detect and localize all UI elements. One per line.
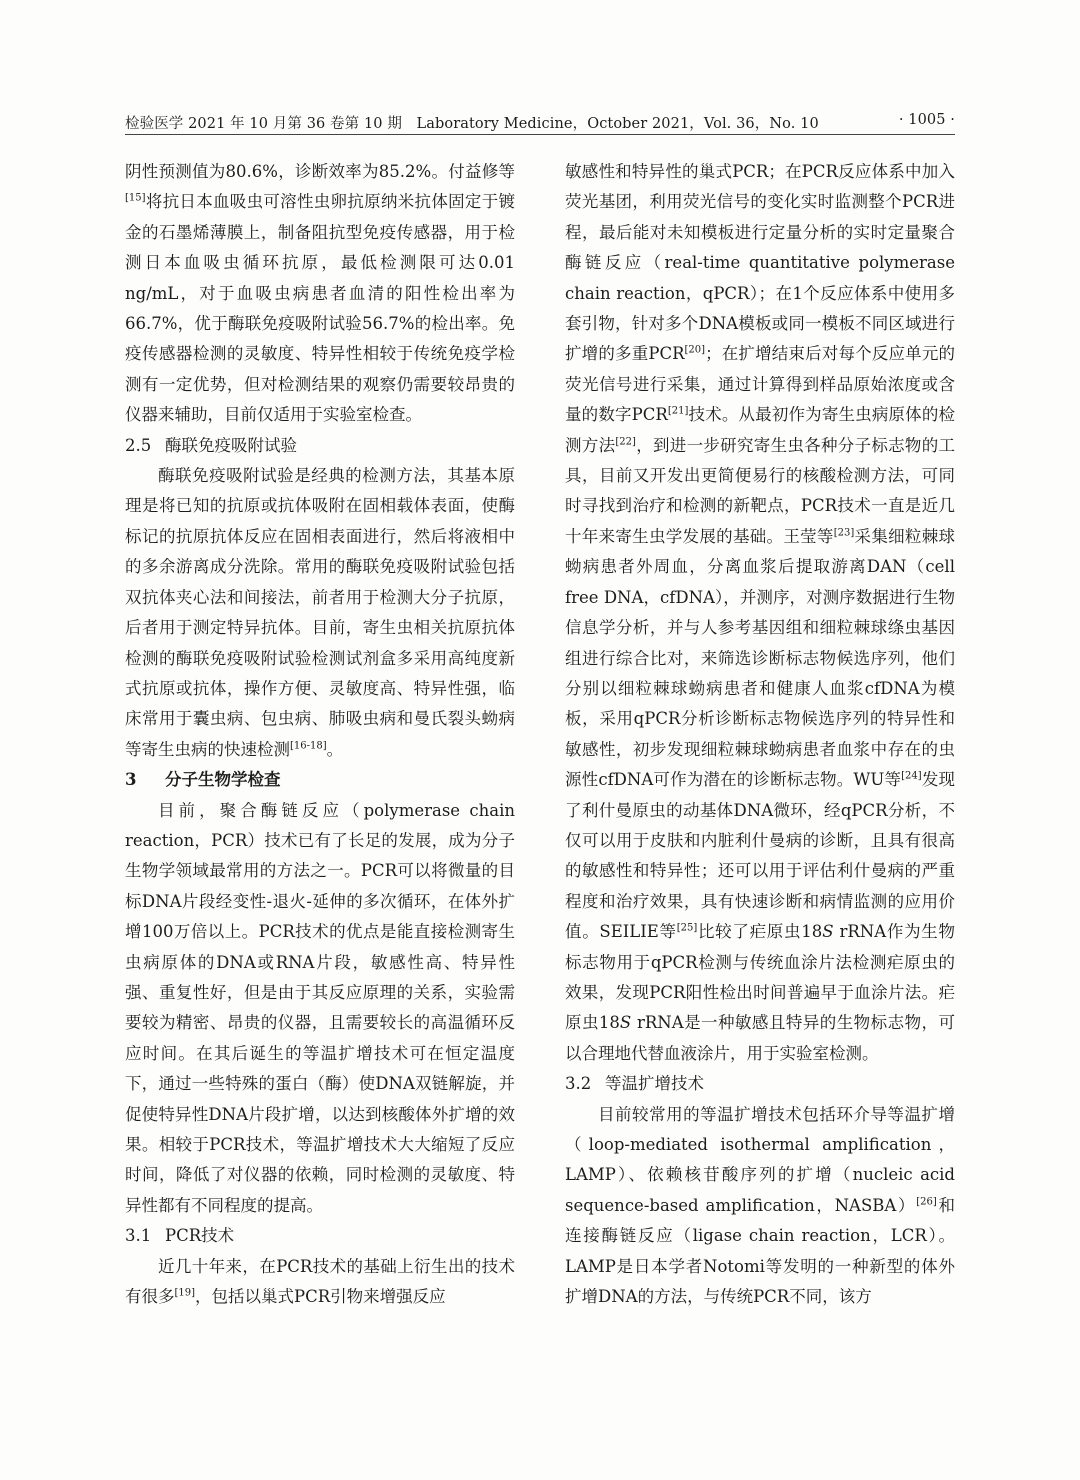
- citation: [22]: [615, 436, 636, 448]
- citation: [20]: [684, 344, 706, 356]
- paragraph-pcr-intro: 近几十年来，在PCR技术的基础上衍生出的技术有很多[19]，包括以巢式PCR引物来增强反应: [125, 1256, 515, 1307]
- section-heading-3: 3 分子生物学检查: [125, 770, 281, 790]
- paragraph-elisa: 酶联免疫吸附试验是经典的检测方法，其基本原理是将已知的抗原或抗体吸附在固相载体表面，使酶标记的抗原抗体反应在固相表面进行，然后将液相中的多余游离成分洗除。常用的酶联免疫吸附试验包括双抗体夹心法和间接法，前者用于检测大分子抗原，后者用于测定特异抗体。目前，寄生虫相关抗原抗体检测的酶联免疫吸附试验检测试剂盒多采用高纯度新式抗原或抗体，操作方便、灵敏度高、特异性强，临床常用于囊虫病、包虫病、肺吸虫病和曼氏裂头蚴病等寄生虫病的快速检测[16-18]。: [125, 466, 515, 759]
- section-heading-3-1: 3.1 PCR技术: [125, 1226, 235, 1246]
- citation: [19]: [174, 1287, 196, 1299]
- citation: [26]: [916, 1196, 937, 1208]
- section-heading-3-2: 3.2 等温扩增技术: [565, 1074, 704, 1094]
- citation: [23]: [833, 527, 855, 539]
- paragraph-molecular: 目前，聚合酶链反应（polymerase chain reaction，PCR）技术已有了长足的发展，成为分子生物学领域最常用的方法之一。PCR可以将微量的目标DNA片段经变性-退火-延伸的多次循环，在体外扩增100万倍以上。PCR技术的优点是能直接检测寄生虫病原体的DNA或RNA片段，敏感性高、特异性强、重复性好，但是由于其反应原理的关系，实验需要较为精密、昂贵的仪器，且需要较长的高温循环反应时间。在其后诞生的等温扩增技术可在恒定温度下，通过一些特殊的蛋白（酶）使DNA双链解旋，并促使特异性DNA片段扩增，以达到核酸体外扩增的效果。相较于PCR技术，等温扩增技术大大缩短了反应时间，降低了对仪器的依赖，同时检测的灵敏度、特异性都有不同程度的提高。: [125, 800, 515, 1215]
- citation: [21]: [667, 405, 689, 417]
- citation: [24]: [901, 770, 922, 782]
- journal-citation: 检验医学 2021 年 10 月第 36 卷第 10 期 Laboratory Medicine，October 2021，Vol. 36，No. 10: [125, 116, 819, 132]
- paragraph-biosensor: 阴性预测值为80.6%，诊断效率为85.2%。付益修等[15]将抗日本血吸虫可溶性虫卵抗原纳米抗体固定于镀金的石墨烯薄膜上，制备阻抗型免疫传感器，用于检测日本血吸虫循环抗原，最低检测限可达0.01 ng/mL，对于血吸虫病患者血清的阳性检出率为66.7%，优于酶联免疫吸附试验56.7%的检出率。免疫传感器检测的灵敏度、特异性相较于传统免疫学检测有一定优势，但对检测结果的观察仍需要较昂贵的仪器来辅助，目前仅适用于实验室检查。: [125, 162, 515, 425]
- citation: [16-18]: [290, 740, 327, 752]
- citation: [15]: [125, 192, 146, 204]
- paragraph-pcr-variants: 敏感性和特异性的巢式PCR；在PCR反应体系中加入荧光基团，利用荧光信号的变化实时监测整个PCR进程，最后能对未知模板进行定量分析的实时定量聚合酶链反应（real-time quantitative polymerase chain reaction，qPCR）；在1个反应体系中使用多套引物，针对多个DNA模板或同一模板不同区域进行扩增的多重PCR[20]；在扩增结束后对每个反应单元的荧光信号进行采集，通过计算得到样品原始浓度或含量的数字PCR[21]技术。从最初作为寄生虫病原体的检测方法[22]，到进一步研究寄生虫各种分子标志物的工具，目前又开发出更简便易行的核酸检测方法，可同时寻找到治疗和检测的新靶点，PCR技术一直是近几十年来寄生虫学发展的基础。王莹等[23]采集细粒棘球蚴病患者外周血，分离血浆后提取游离DAN（cell free DNA，cfDNA），并测序，对测序数据进行生物信息学分析，并与人参考基因组和细粒棘球绦虫基因组进行综合比对，来筛选诊断标志物候选序列，他们分别以细粒棘球蚴病患者和健康人血浆cfDNA为模板，采用qPCR分析诊断标志物候选序列的特异性和敏感性，初步发现细粒棘球蚴病患者血浆中存在的虫源性cfDNA可作为潜在的诊断标志物。WU等[24]发现了利什曼原虫的动基体DNA微环，经qPCR分析，不仅可以用于皮肤和内脏利什曼病的诊断，且具有很高的敏感性和特异性；还可以用于评估利什曼病的严重程度和治疗效果，具有快速诊断和病情监测的应用价值。SEILIE等[25]比较了疟原虫18S rRNA作为生物标志物用于qPCR检测与传统血涂片法检测疟原虫的效果，发现PCR阳性检出时间普遍早于血涂片法。疟原虫18S rRNA是一种敏感且特异的生物标志物，可以合理地代替血液涂片，用于实验室检测。: [565, 162, 956, 1063]
- page-number: · 1005 ·: [898, 112, 955, 128]
- section-heading-2-5: 2.5 酶联免疫吸附试验: [125, 435, 297, 455]
- citation: [25]: [676, 922, 698, 934]
- header-rule: [125, 134, 955, 135]
- paragraph-isothermal: 目前较常用的等温扩增技术包括环介导等温扩增（loop-mediated isothermal amplification，LAMP）、依赖核苷酸序列的扩增（nucleic acid sequence-based amplification，NASBA）[26]和连接酶链反应（ligase chain reaction，LCR）。LAMP是日本学者Notomi等发明的一种新型的体外扩增DNA的方法，与传统PCR不同，该方: [565, 1104, 955, 1307]
- left-column: [125, 157, 515, 1312]
- right-column: [565, 157, 955, 1312]
